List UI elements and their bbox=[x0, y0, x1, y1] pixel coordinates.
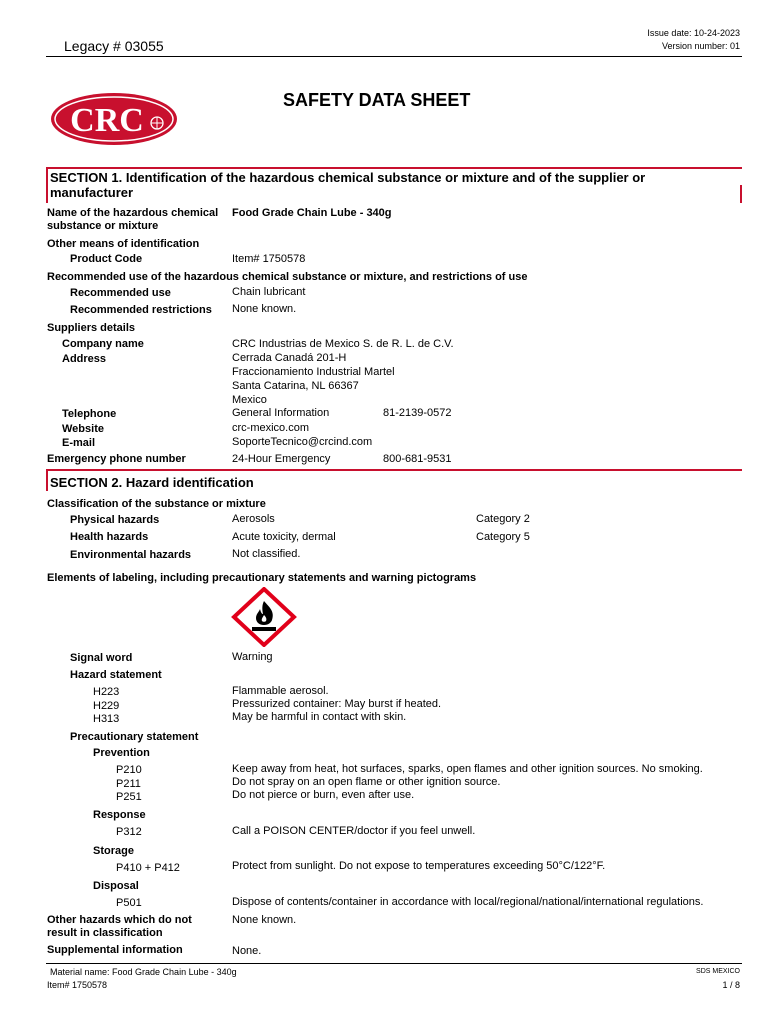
section2-left-bar bbox=[46, 471, 48, 491]
recommended-restrictions-value: None known. bbox=[232, 303, 297, 315]
storage-text: Protect from sunlight. Do not expose to temperatures exceeding 50°C/122°F. bbox=[232, 860, 606, 872]
email-value[interactable]: SoporteTecnico@crcind.com bbox=[232, 436, 373, 448]
legacy-number: Legacy # 03055 bbox=[64, 38, 164, 54]
footer-rule bbox=[46, 963, 742, 964]
disposal-text: Dispose of contents/container in accordance with local/regional/national/international regulations. bbox=[232, 896, 704, 908]
company-value: CRC Industrias de Mexico S. de R. L. de C.V. bbox=[232, 338, 454, 350]
address-line: Santa Catarina, NL 66367 bbox=[232, 380, 359, 392]
environmental-hazards-label: Environmental hazards bbox=[70, 549, 192, 561]
storage-label: Storage bbox=[93, 845, 134, 857]
other-hazards-label: Other hazards which do not result in classification bbox=[47, 914, 192, 939]
telephone-type: General Information bbox=[232, 407, 330, 419]
email-label: E-mail bbox=[62, 437, 96, 449]
flame-pictogram-icon bbox=[231, 587, 297, 647]
section2-heading: SECTION 2. Hazard identification bbox=[50, 475, 254, 490]
recommended-use-heading: Recommended use of the hazardous chemical substance or mixture, and restrictions of use bbox=[47, 271, 528, 283]
section1-left-bar bbox=[46, 169, 48, 203]
address-line: Mexico bbox=[232, 394, 267, 406]
emergency-label: Emergency phone number bbox=[47, 453, 186, 465]
suppliers-label: Suppliers details bbox=[47, 322, 136, 334]
product-code-value: Item# 1750578 bbox=[232, 253, 306, 265]
physical-hazards-value: Aerosols bbox=[232, 513, 275, 525]
document-title: SAFETY DATA SHEET bbox=[283, 90, 471, 110]
company-label: Company name bbox=[62, 338, 144, 350]
response-code: P312 bbox=[116, 826, 142, 838]
section2-top-rule bbox=[46, 469, 742, 471]
prevention-code: P210 bbox=[116, 764, 142, 776]
storage-code: P410 + P412 bbox=[116, 862, 180, 874]
prevention-label: Prevention bbox=[93, 747, 150, 759]
signal-word-value: Warning bbox=[232, 651, 273, 663]
classification-label: Classification of the substance or mixture bbox=[47, 498, 266, 510]
product-code-label: Product Code bbox=[70, 253, 143, 265]
hazard-statement-label: Hazard statement bbox=[70, 669, 162, 681]
address-line: Cerrada Canadá 201-H bbox=[232, 352, 347, 364]
prevention-text: Keep away from heat, hot surfaces, sparks, open flames and other ignition sources. No smoking. bbox=[232, 763, 703, 775]
emergency-type: 24-Hour Emergency bbox=[232, 453, 331, 465]
prevention-text: Do not spray on an open flame or other ignition source. bbox=[232, 776, 501, 788]
hazard-code: H223 bbox=[93, 686, 120, 698]
website-value[interactable]: crc-mexico.com bbox=[232, 422, 310, 434]
recommended-use-label: Recommended use bbox=[70, 287, 171, 299]
supplemental-info-label: Supplemental information bbox=[47, 944, 183, 956]
health-hazards-label: Health hazards bbox=[70, 531, 149, 543]
crc-logo bbox=[50, 92, 178, 146]
emergency-value: 800-681-9531 bbox=[383, 453, 452, 465]
hazard-text: Flammable aerosol. bbox=[232, 685, 329, 697]
labeling-elements-label: Elements of labeling, including precautionary statements and warning pictograms bbox=[47, 572, 477, 584]
svg-text:CRC: CRC bbox=[70, 102, 144, 139]
header-rule bbox=[46, 56, 742, 57]
address-label: Address bbox=[62, 353, 107, 365]
response-text: Call a POISON CENTER/doctor if you feel unwell. bbox=[232, 825, 476, 837]
prevention-code: P251 bbox=[116, 791, 142, 803]
disposal-label: Disposal bbox=[93, 880, 139, 892]
section1-heading: SECTION 1. Identification of the hazardous chemical substance or mixture and of the supplier or manufacturer bbox=[50, 170, 646, 200]
supplemental-info-value: None. bbox=[232, 945, 262, 957]
signal-word-label: Signal word bbox=[70, 652, 133, 664]
section1-top-rule bbox=[46, 167, 742, 169]
other-hazards-value: None known. bbox=[232, 914, 297, 926]
address-line: Fraccionamiento Industrial Martel bbox=[232, 366, 395, 378]
physical-hazards-category: Category 2 bbox=[476, 513, 530, 525]
hazard-text: May be harmful in contact with skin. bbox=[232, 711, 407, 723]
footer-item-number: Item# 1750578 bbox=[47, 980, 108, 990]
other-means-label: Other means of identification bbox=[47, 238, 200, 250]
website-label: Website bbox=[62, 423, 104, 435]
health-hazards-value: Acute toxicity, dermal bbox=[232, 531, 336, 543]
disposal-code: P501 bbox=[116, 897, 142, 909]
hazard-code: H229 bbox=[93, 700, 120, 712]
footer-material-name: Material name: Food Grade Chain Lube - 340g bbox=[50, 967, 237, 977]
section1-right-bar bbox=[740, 185, 742, 203]
prevention-text: Do not pierce or burn, even after use. bbox=[232, 789, 415, 801]
issue-date: Issue date: 10-24-2023 bbox=[647, 28, 740, 38]
telephone-label: Telephone bbox=[62, 408, 117, 420]
precautionary-statement-label: Precautionary statement bbox=[70, 731, 199, 743]
recommended-restrictions-label: Recommended restrictions bbox=[70, 304, 212, 316]
physical-hazards-label: Physical hazards bbox=[70, 514, 160, 526]
health-hazards-category: Category 5 bbox=[476, 531, 530, 543]
prevention-code: P211 bbox=[116, 778, 141, 790]
footer-sds-region: SDS MEXICO bbox=[696, 968, 740, 975]
footer-page-number: 1 / 8 bbox=[722, 980, 740, 990]
name-value: Food Grade Chain Lube - 340g bbox=[232, 207, 392, 219]
name-label: Name of the hazardous chemical substance or mixture bbox=[47, 207, 219, 232]
response-label: Response bbox=[93, 809, 146, 821]
environmental-hazards-value: Not classified. bbox=[232, 548, 301, 560]
hazard-text: Pressurized container: May burst if heated. bbox=[232, 698, 442, 710]
version-number: Version number: 01 bbox=[661, 41, 740, 51]
telephone-value: 81-2139-0572 bbox=[383, 407, 452, 419]
hazard-code: H313 bbox=[93, 713, 120, 725]
recommended-use-value: Chain lubricant bbox=[232, 286, 306, 298]
